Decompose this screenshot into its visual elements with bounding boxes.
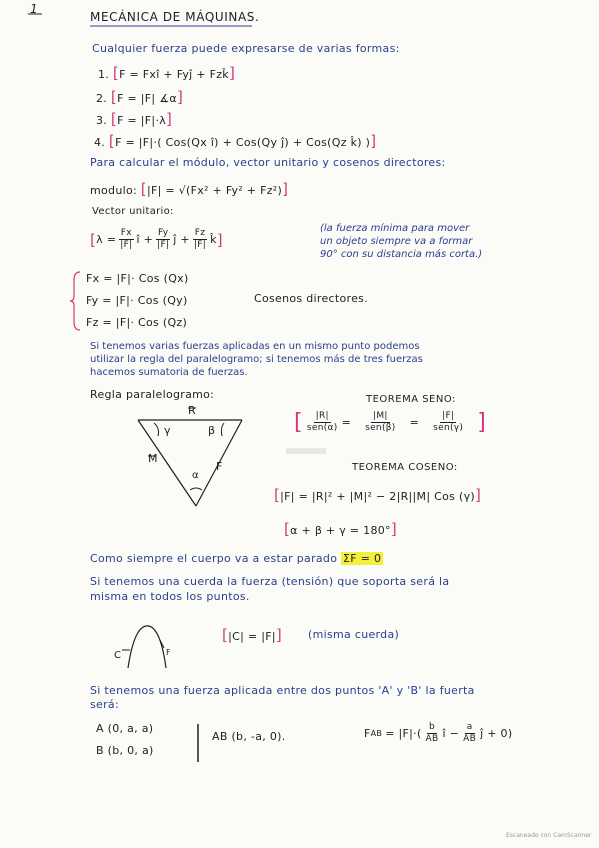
triangle-alpha: α [192, 470, 199, 481]
cosenos-label: Cosenos directores. [254, 292, 368, 305]
rope-drawing [122, 626, 166, 668]
triangle-label-M: M [148, 452, 158, 465]
unitario-label: Vector unitario: [92, 206, 174, 217]
cuerda-eq: [|C| = |F|] [222, 626, 283, 644]
page-number: 1 [30, 2, 38, 16]
vector-AB: AB (b, -a, 0). [212, 730, 286, 743]
angles-sum: [α + β + γ = 180°] [284, 520, 398, 538]
form-item-1: 1. [F = Fxî + Fyĵ + Fzk̂] [98, 64, 236, 82]
coseno-title: TEOREMA COSENO: [352, 462, 458, 473]
cuerda-note: (misma cuerda) [308, 628, 400, 641]
coseno-formula: [|F| = |R|² + |M|² − 2|R||M| Cos (γ)] [274, 486, 482, 504]
coseno-x: Fx = |F|· Cos (Qx) [86, 272, 189, 285]
rope-label-c: C [114, 650, 121, 661]
triangle-gamma: γ [164, 424, 171, 437]
forms-intro: Cualquier fuerza puede expresarse de varias formas: [92, 42, 400, 55]
point-A: A (0, a, a) [96, 722, 154, 735]
bleed-through-mark [286, 448, 326, 454]
unitario-note: (la fuerza mínima para mover un objeto siempre va a formar 90° con su distancia más corta.) [320, 223, 483, 260]
modulo-row: modulo: [|F| = √(Fx² + Fy² + Fz²)] [90, 180, 289, 198]
equilibrio-row: Como siempre el cuerpo va a estar parado ΣF = 0 [90, 552, 382, 565]
triangle-label-F: F [216, 460, 223, 473]
triangle-label-R: R [188, 404, 196, 417]
paralelogramo-text: Si tenemos varias fuerzas aplicadas en un mismo punto podemos utilizar la regla del paralelogramo; si tenemos más de tres fuerzas hacemos sumatoria de fuerzas. [90, 341, 423, 378]
form-item-3: 3. [F = |F|·λ] [96, 110, 173, 128]
page-title: MECÁNICA DE MÁQUINAS. [90, 10, 260, 24]
form-item-4: 4. [F = |F|·( Cos(Qx î) + Cos(Qy ĵ) + Cos(Qz k̂) )] [94, 132, 377, 150]
puntos-text: Si tenemos una fuerza aplicada entre dos puntos 'A' y 'B' la fuerta será: [90, 684, 475, 711]
triangle-beta: β [208, 424, 216, 437]
point-B: B (b, 0, a) [96, 744, 154, 757]
seno-title: TEOREMA SENO: [366, 394, 456, 405]
paralelogramo-label: Regla paralelogramo: [90, 388, 215, 401]
scanner-watermark: Escaneado con CamScanner [506, 832, 592, 839]
cuerda-text: Si tenemos una cuerda la fuerza (tensión) que soporta será la misma en todos los puntos. [90, 575, 450, 603]
cosenos-brace [70, 272, 80, 330]
rope-label-f: F [166, 648, 171, 657]
coseno-y: Fy = |F|· Cos (Qy) [86, 294, 188, 307]
force-AB: F AB = |F|·( $\frac{b}{AB}$ î − $\frac{a}{AB}$ ĵ + 0) [364, 722, 513, 744]
coseno-z: Fz = |F|· Cos (Qz) [86, 316, 188, 329]
seno-formula: [ $\frac{|R|}{\text{sen(α)}}$ = $\frac{|M|}{\text{sen(β)}}$ = $\frac{|F|}{\text{sen(γ)}}$ ] [294, 410, 487, 435]
form-item-2: 2. [F = |F| ∡α] [96, 88, 184, 106]
modulo-intro: Para calcular el módulo, vector unitario y cosenos directores: [90, 156, 446, 169]
unitario-formula: [ λ = $\frac{Fx}{|F|}$ î + $\frac{Fy}{|F|}$ ĵ + $\frac{Fz}{|F|}$ k̂ ] [90, 228, 223, 250]
